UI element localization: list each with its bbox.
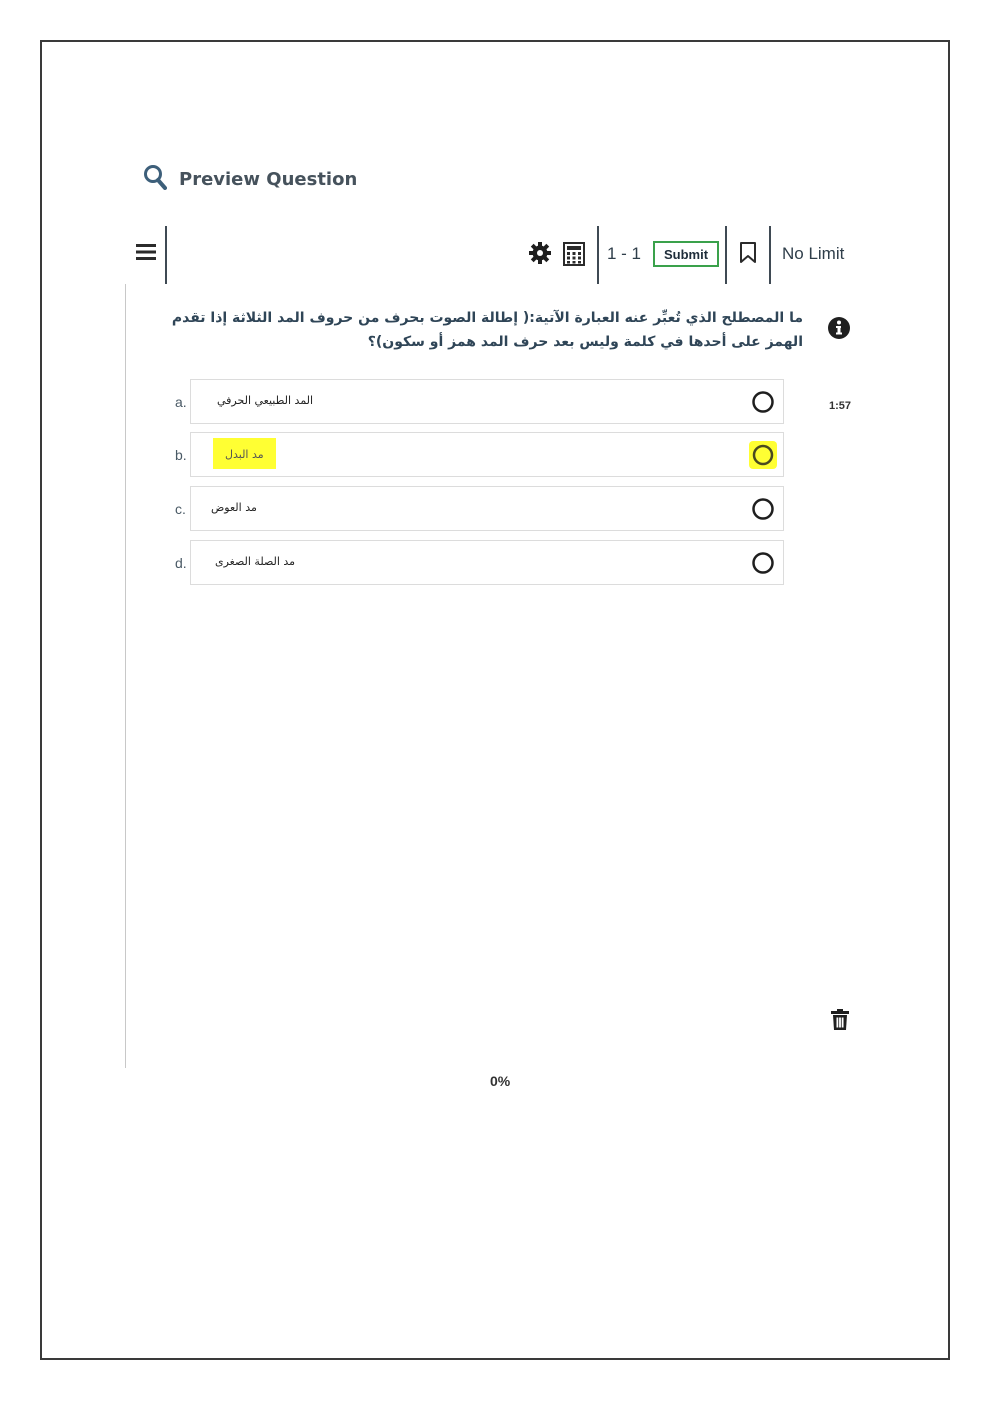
hamburger-menu-icon[interactable]	[135, 242, 157, 266]
question-counter: 1 - 1	[607, 244, 642, 263]
question-timer: 1:57	[829, 400, 852, 412]
preview-header	[143, 164, 357, 194]
option-c-radio[interactable]	[751, 497, 775, 521]
option-c[interactable]	[190, 486, 784, 531]
page-title: Preview Question	[179, 168, 358, 190]
option-b-text: مد البدل	[213, 438, 276, 469]
search-icon	[143, 164, 167, 194]
option-a[interactable]	[190, 379, 784, 424]
info-icon[interactable]	[827, 316, 851, 344]
option-d-radio[interactable]	[751, 551, 775, 575]
calculator-icon[interactable]	[563, 242, 585, 270]
option-c-letter: c.	[175, 501, 186, 517]
bookmark-icon[interactable]	[739, 242, 757, 268]
option-c-text: مد العوض	[211, 501, 257, 514]
toolbar-divider	[165, 226, 167, 284]
option-d-text: مد الصلة الصغرى	[215, 555, 296, 568]
time-limit-label: No Limit	[782, 244, 845, 263]
option-b-letter: b.	[175, 447, 187, 463]
trash-icon[interactable]	[830, 1009, 850, 1035]
toolbar-divider	[597, 226, 599, 284]
option-a-text: المد الطبيعي الحرفي	[217, 394, 314, 407]
option-d[interactable]	[190, 540, 784, 585]
option-b[interactable]	[190, 432, 784, 477]
progress-percentage: 0%	[490, 1073, 511, 1089]
toolbar-divider	[725, 226, 727, 284]
option-a-letter: a.	[175, 394, 187, 410]
gear-icon[interactable]	[529, 242, 551, 268]
content-left-border	[125, 284, 126, 1068]
toolbar-divider	[769, 226, 771, 284]
question-text: ما المصطلح الذي تُعبِّر عنه العبارة الآتية:( إطالة الصوت بحرف من حروف المد الثلاثة إذا تقدم الهمز على أحدها في كلمة وليس بعد حرف المد همز أو سكون)؟	[171, 310, 803, 350]
question-toolbar	[133, 222, 853, 282]
submit-button[interactable]: Submit	[653, 241, 719, 267]
option-d-letter: d.	[175, 555, 187, 571]
option-b-radio[interactable]	[749, 441, 777, 469]
option-a-radio[interactable]	[751, 390, 775, 414]
